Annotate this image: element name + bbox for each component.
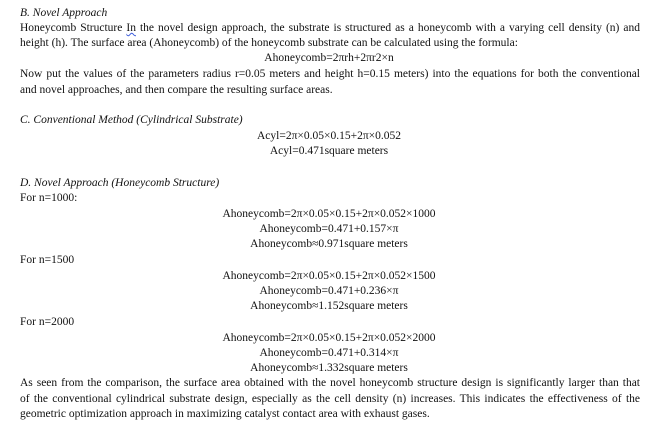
values-line-2: and novel approaches, and then compare the resulting surface areas. xyxy=(20,84,333,96)
case-eq-2: Ahoneycomb=0.471+0.236×π xyxy=(259,285,399,297)
conventional-eq-1: Acyl=2π×0.05×0.15+2π×0.052 xyxy=(256,130,402,142)
case-eq-3: Ahoneycomb≈0.971square meters xyxy=(250,238,408,250)
case-eq-1: Ahoneycomb=2π×0.05×0.15+2π×0.052×1500 xyxy=(222,270,436,282)
case-eq-2: Ahoneycomb=0.471+0.314×π xyxy=(259,347,399,359)
honeycomb-formula: Ahoneycomb=2πrh+2πr2×n xyxy=(264,52,394,64)
values-line-1: Now put the values of the parameters radius r=0.05 meters and height h=0.15 meters) into the equations for both the conventional xyxy=(20,68,640,80)
case-eq-1: Ahoneycomb=2π×0.05×0.15+2π×0.052×1000 xyxy=(222,208,436,220)
section-b-heading: B. Novel Approach xyxy=(20,7,108,19)
case-eq-3: Ahoneycomb≈1.332square meters xyxy=(250,362,408,374)
conclusion-line-3: geometric optimization approach in maximizing catalyst contact area with exhaust gases. xyxy=(20,408,430,420)
intro-line-2: height (h). The surface area (Ahoneycomb) of the honeycomb substrate can be calculated using the formula: xyxy=(20,37,518,49)
intro-rest: the novel design approach, the substrate is structured as a honeycomb with a varying cell density (n) and xyxy=(135,22,640,34)
section-d-heading: D. Novel Approach (Honeycomb Structure) xyxy=(20,177,220,189)
intro-line-1 xyxy=(20,21,640,35)
case-eq-1: Ahoneycomb=2π×0.05×0.15+2π×0.052×2000 xyxy=(222,332,436,344)
case-eq-3: Ahoneycomb≈1.152square meters xyxy=(250,300,408,312)
conclusion-line-1: As seen from the comparison, the surface area obtained with the novel honeycomb structure design is significantly larger than that xyxy=(20,377,640,389)
intro-lead: Honeycomb Structure xyxy=(20,22,127,34)
case-label: For n=1500 xyxy=(20,254,75,266)
section-c-heading: C. Conventional Method (Cylindrical Substrate) xyxy=(20,114,243,126)
case-label: For n=1000: xyxy=(20,192,78,204)
case-label: For n=2000 xyxy=(20,316,75,328)
spellcheck-flagged-word[interactable]: In xyxy=(126,22,136,34)
conventional-eq-2: Acyl=0.471square meters xyxy=(269,145,389,157)
case-eq-2: Ahoneycomb=0.471+0.157×π xyxy=(259,223,399,235)
conclusion-line-2: of the conventional cylindrical substrate design, especially as the cell density (n) increases. This indicates the effectiveness of the xyxy=(20,393,640,405)
